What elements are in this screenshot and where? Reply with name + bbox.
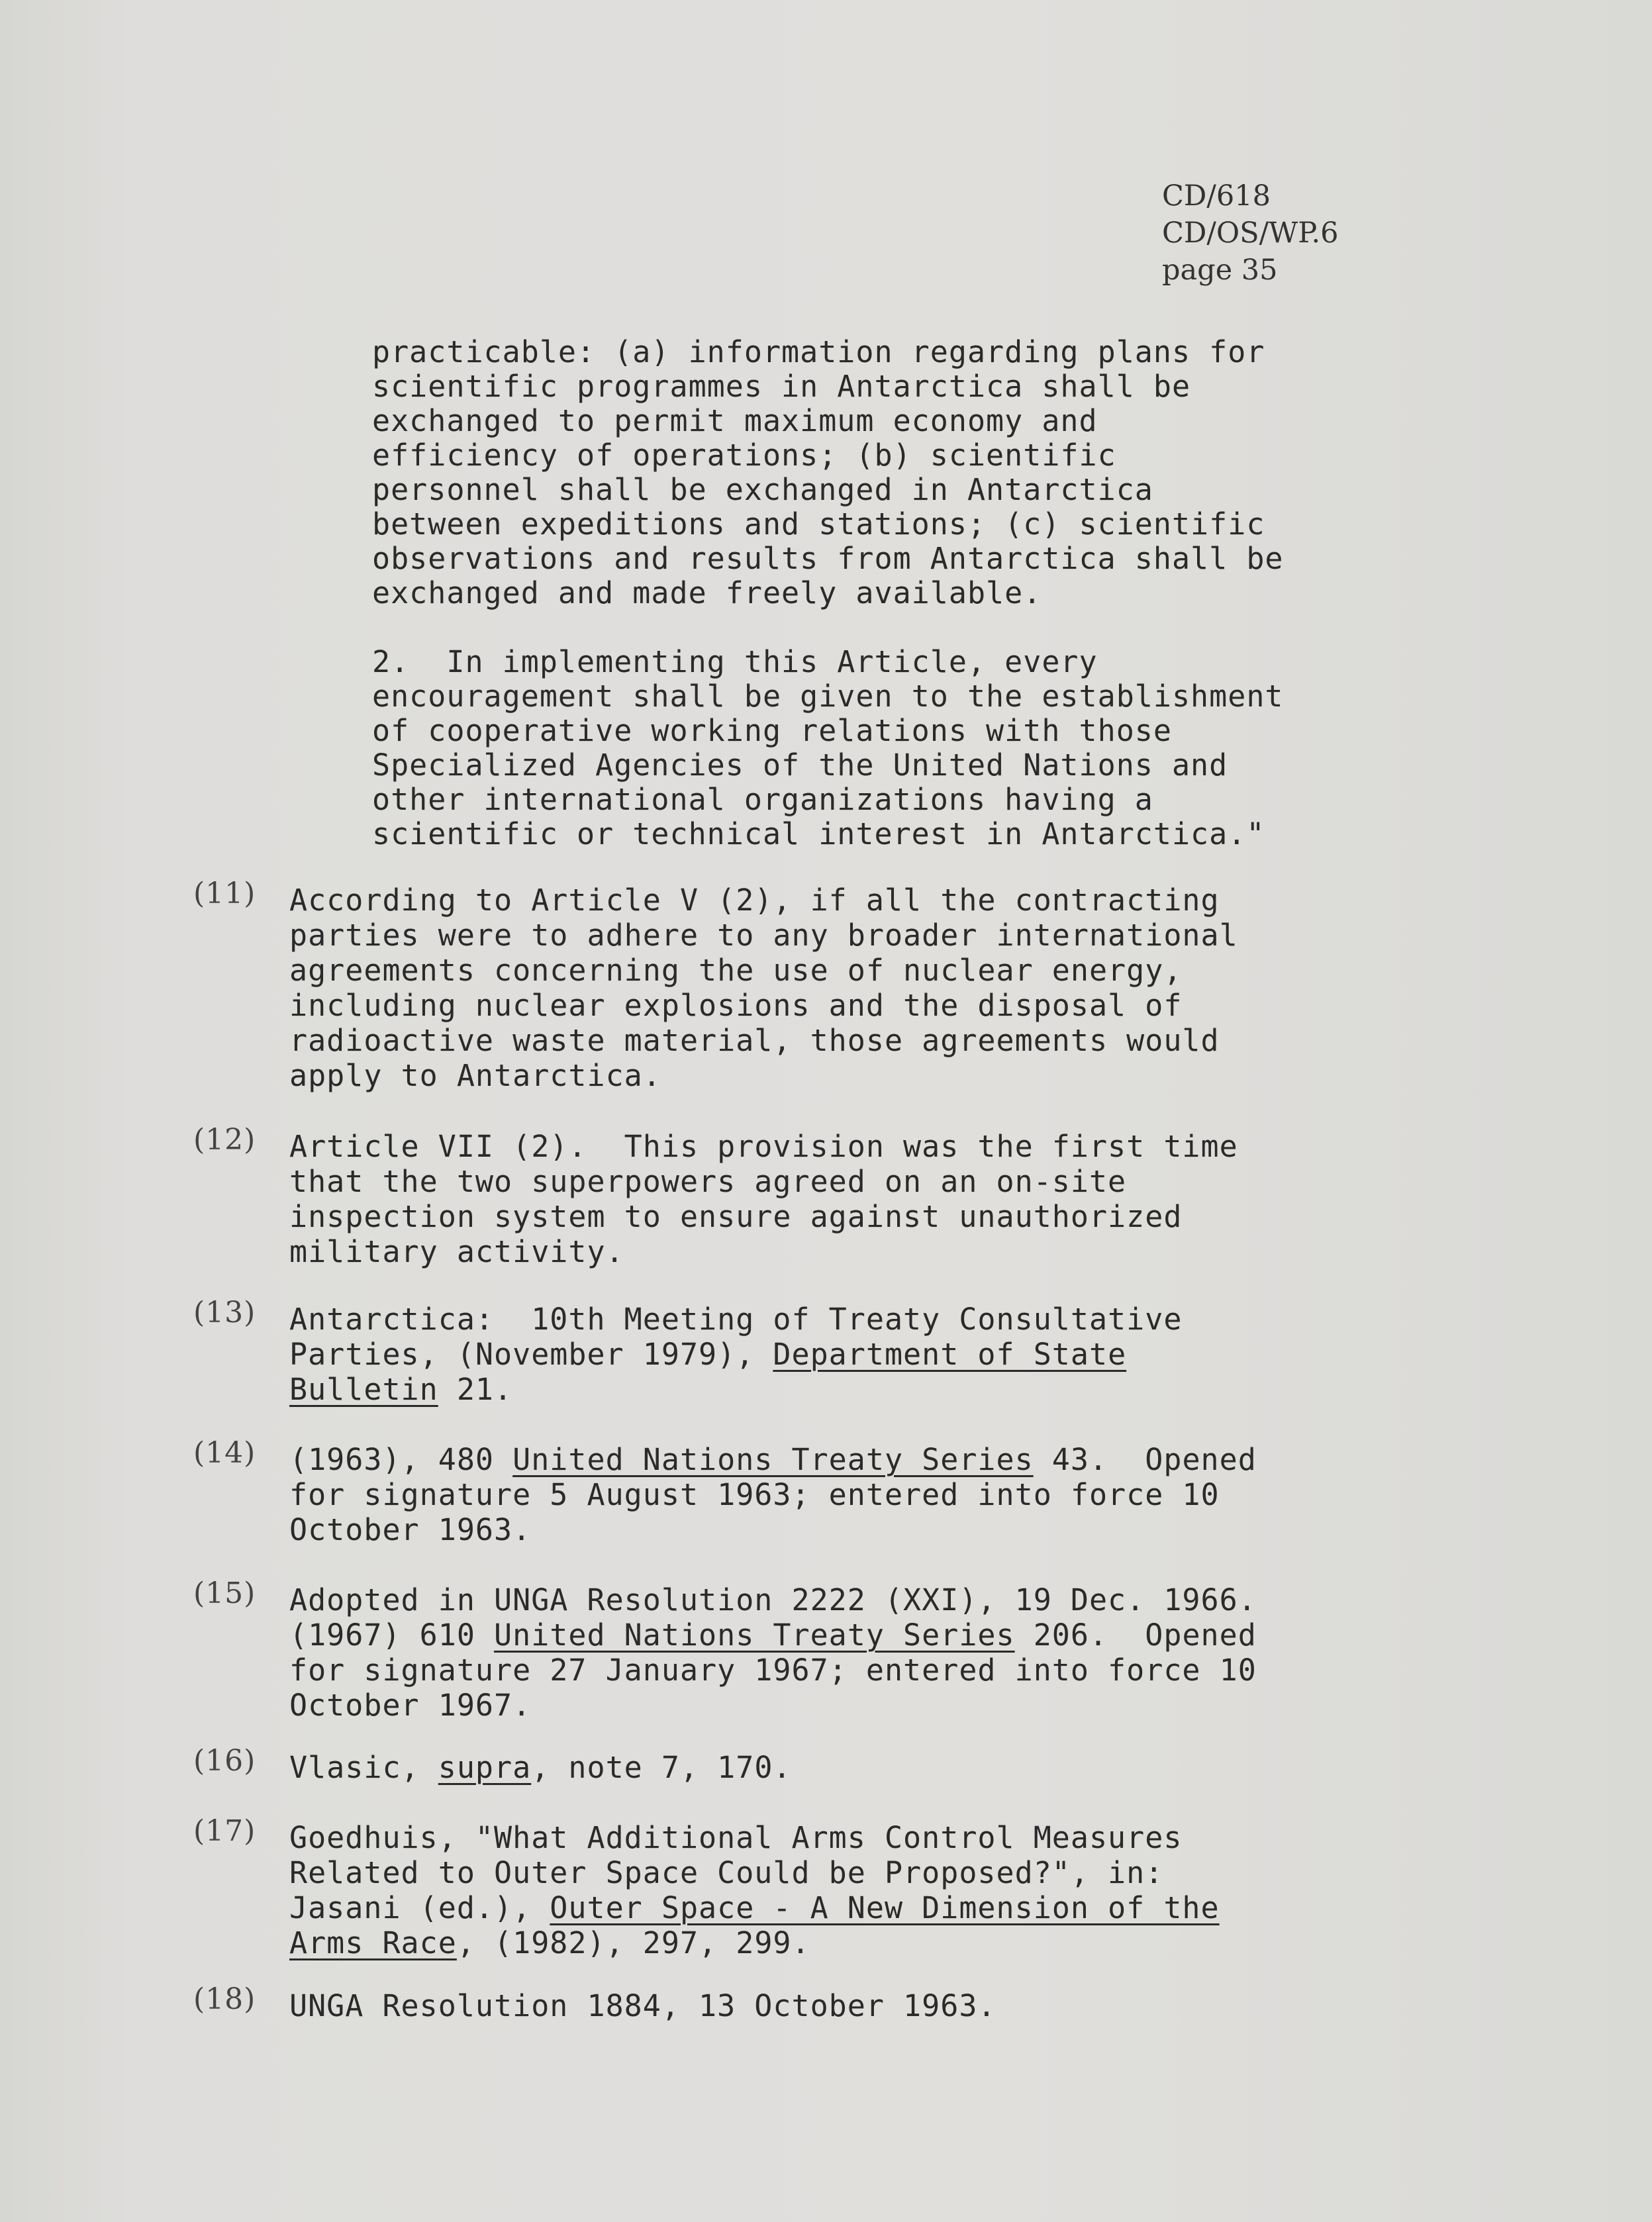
text-line: October 1963.	[289, 1512, 532, 1547]
publication-title: Department of State	[773, 1337, 1127, 1372]
text-line	[289, 1372, 1481, 1407]
text-segment: (1963), 480	[289, 1442, 513, 1477]
text-segment: (1967) 610	[289, 1618, 495, 1653]
footnote-number: (18)	[193, 1982, 256, 2016]
footnote-text	[289, 1820, 1481, 1960]
text-line: scientific programmes in Antarctica shall be	[372, 369, 1191, 404]
publication-title: Outer Space - A New Dimension of the	[550, 1890, 1220, 1925]
quoted-article-paragraph-2	[372, 645, 1405, 851]
footnote-text	[289, 1302, 1481, 1407]
page-number: page 35	[1162, 254, 1278, 287]
text-line: UNGA Resolution 1884, 13 October 1963.	[289, 1988, 996, 2023]
footnote-text	[289, 883, 1481, 1093]
text-line: Goedhuis, "What Additional Arms Control Measures	[289, 1820, 1183, 1855]
text-line	[289, 1925, 1481, 1960]
text-line: parties were to adhere to any broader international	[289, 918, 1238, 953]
text-line: observations and results from Antarctica shall be	[372, 541, 1284, 576]
footnote-number: (15)	[193, 1576, 256, 1610]
publication-title: Arms Race	[289, 1925, 457, 1960]
text-line: encouragement shall be given to the establishment	[372, 679, 1284, 714]
text-segment: 21.	[438, 1372, 513, 1407]
working-paper-symbol: CD/OS/WP.6	[1162, 217, 1339, 250]
text-segment: 43. Opened	[1033, 1442, 1257, 1477]
quoted-article-paragraph-1	[372, 335, 1405, 610]
document-symbol: CD/618	[1162, 179, 1271, 213]
text-line: efficiency of operations; (b) scientific	[372, 438, 1116, 473]
text-line: of cooperative working relations with those	[372, 713, 1172, 748]
publication-title: United Nations Treaty Series	[494, 1618, 1015, 1653]
footnote-number: (12)	[193, 1123, 256, 1157]
footnote-text	[289, 1582, 1481, 1723]
footnote-text	[289, 1129, 1481, 1269]
publication-title: Bulletin	[289, 1372, 438, 1407]
text-line: According to Article V (2), if all the contracting	[289, 883, 1220, 918]
text-line: that the two superpowers agreed on an on-site	[289, 1164, 1127, 1199]
footnote-number: (17)	[193, 1814, 256, 1848]
text-line: including nuclear explosions and the disposal of	[289, 988, 1183, 1023]
text-segment: Vlasic,	[289, 1750, 438, 1785]
footnote-text	[289, 1750, 1481, 1785]
text-line: Article VII (2). This provision was the first time	[289, 1129, 1238, 1164]
text-line: agreements concerning the use of nuclear energy,	[289, 953, 1183, 988]
text-line	[289, 1750, 1481, 1785]
footnote-number: (16)	[193, 1744, 256, 1778]
text-line	[289, 1442, 1481, 1477]
text-line: exchanged to permit maximum economy and	[372, 403, 1098, 438]
text-line: Specialized Agencies of the United Nations and	[372, 748, 1228, 783]
text-line	[289, 1890, 1481, 1925]
footnote-text	[289, 1988, 1481, 2023]
text-line: between expeditions and stations; (c) scientific	[372, 507, 1265, 542]
text-line: 2. In implementing this Article, every	[372, 644, 1098, 679]
text-segment: , (1982), 297, 299.	[456, 1925, 810, 1960]
text-line: for signature 27 January 1967; entered into force 10	[289, 1653, 1257, 1688]
text-segment: , note 7, 170.	[531, 1750, 792, 1785]
text-line	[289, 1618, 1481, 1653]
text-line: personnel shall be exchanged in Antarctica	[372, 472, 1153, 507]
text-line: Antarctica: 10th Meeting of Treaty Consultative	[289, 1302, 1183, 1337]
publication-title: United Nations Treaty Series	[512, 1442, 1034, 1477]
citation-term: supra	[438, 1750, 532, 1785]
text-line: practicable: (a) information regarding plans for	[372, 334, 1265, 369]
text-segment: 206. Opened	[1014, 1618, 1257, 1653]
text-line: radioactive waste material, those agreements would	[289, 1023, 1220, 1058]
text-line: for signature 5 August 1963; entered into force 10	[289, 1477, 1220, 1512]
footnote-number: (11)	[193, 877, 256, 910]
text-line: Adopted in UNGA Resolution 2222 (XXI), 19 Dec. 1966.	[289, 1582, 1257, 1618]
text-segment: Jasani (ed.),	[289, 1890, 550, 1925]
footnote-text	[289, 1442, 1481, 1547]
text-line	[289, 1337, 1481, 1372]
text-line: exchanged and made freely available.	[372, 575, 1042, 610]
text-line: inspection system to ensure against unauthorized	[289, 1199, 1183, 1234]
footnote-number: (13)	[193, 1296, 256, 1329]
text-line: scientific or technical interest in Antarctica."	[372, 816, 1265, 851]
text-line: October 1967.	[289, 1688, 532, 1723]
text-line: military activity.	[289, 1234, 624, 1269]
text-line: Related to Outer Space Could be Proposed?", in:	[289, 1855, 1164, 1890]
footnote-number: (14)	[193, 1436, 256, 1470]
text-line: apply to Antarctica.	[289, 1058, 661, 1093]
text-line: other international organizations having a	[372, 782, 1153, 817]
document-reference	[1162, 177, 1339, 289]
text-segment: Parties, (November 1979),	[289, 1337, 773, 1372]
